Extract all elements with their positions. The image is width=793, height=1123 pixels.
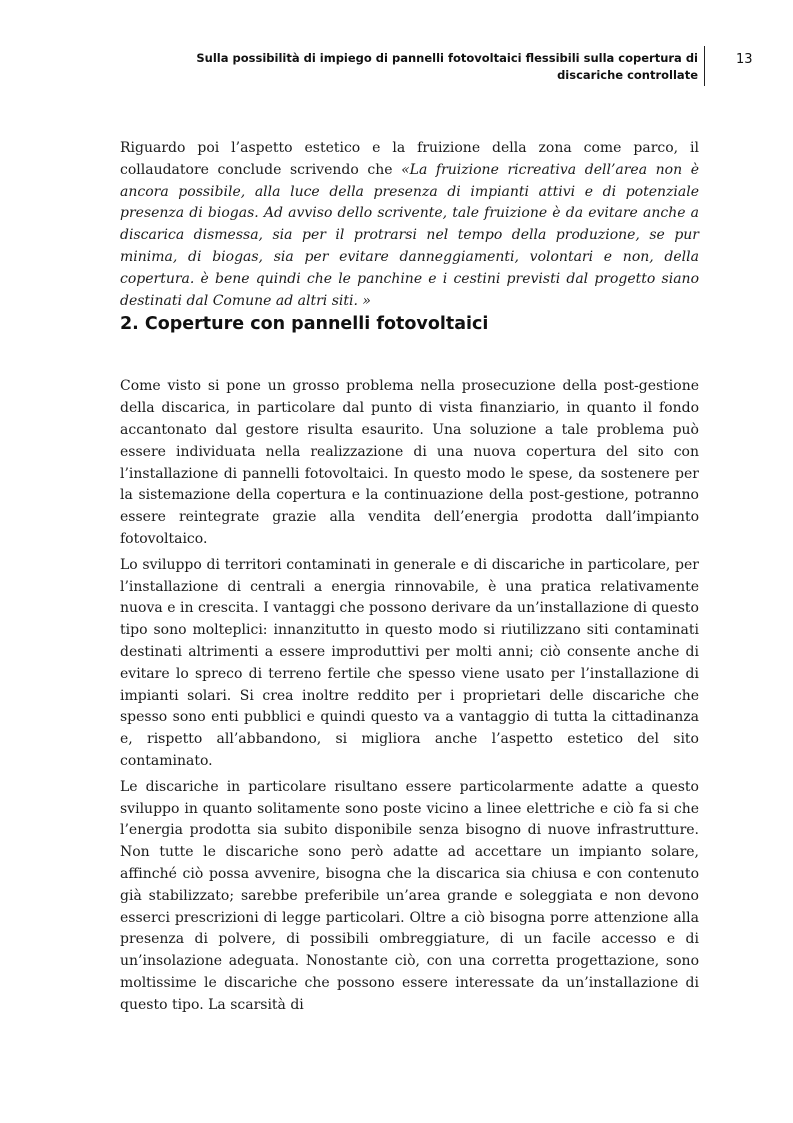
body-paragraph: Le discariche in particolare risultano essere particolarmente adatte a questo sviluppo in quanto solitamente sono poste vicino a linee elettriche e ciò fa si che l’energia prodotta sia subito disponibile senza bisogno di nuove infrastrutture. Non tutte le discariche sono però adatte ad accettare un impianto solare, affinché ciò possa avvenire, bisogna che la discarica sia chiusa e con contenuto già stabilizzato; sarebbe preferibile un’area grande e soleggiata e non devono esserci prescrizioni di legge particolari. Oltre a ciò bisogna porre attenzione alla presenza di polvere, di possibili ombreggiature, di un facile accesso e di un’insolazione adeguata. Nonostante ciò, con una corretta progettazione, sono moltissime le discariche che possono essere interessate da un’installazione di questo tipo. La scarsità di: [120, 778, 699, 1013]
intro-paragraph: [120, 138, 699, 312]
intro-quote: «La fruizione ricreativa dell’area non è ancora possibile, alla luce della presenza di impianti attivi e di potenziale presenza di biogas. Ad avviso dello scrivente, tale fruizione è da evitare anche a discarica dismessa, sia per il protrarsi nel tempo della produzione, se pur minima, di biogas, sia per evitare danneggiamenti, volontari e non, della copertura. è bene quindi che le panchine e i cestini previsti dal progetto siano destinati dal Comune ad altri siti. »: [120, 161, 699, 309]
page-number: 13: [736, 52, 753, 67]
body-paragraph: Come visto si pone un grosso problema nella prosecuzione della post-gestione della discarica, in particolare dal punto di vista finanziario, in quanto il fondo accantonato dal gestore risulta esaurito. Una soluzione a tale problema può essere individuata nella realizzazione di una nuova copertura del sito con l’installazione di pannelli fotovoltaici. In questo modo le spese, da sostenere per la sistemazione della copertura e la continuazione della post-gestione, potranno essere reintegrate grazie alla vendita dell’energia prodotta dall’impianto fotovoltaico.: [120, 378, 699, 547]
header-title-line-2: discariche controllate: [557, 68, 698, 82]
page-body: [120, 138, 699, 1020]
section-heading: 2. Coperture con pannelli fotovoltaici: [120, 314, 489, 335]
intro-lead-text: Riguardo poi l’aspetto estetico e la fruizione della zona come parco, il collaudatore conclude scrivendo che: [120, 140, 699, 178]
body-paragraph: Lo sviluppo di territori contaminati in generale e di discariche in particolare, per l’installazione di centrali a energia rinnovabile, è una pratica relativamente nuova e in crescita. I vantaggi che possono derivare da un’installazione di questo tipo sono molteplici: innanzitutto in questo modo si riutilizzano siti contaminati destinati altrimenti a essere improduttivi per molti anni; ciò consente anche di evitare lo spreco di terreno fertile che spesso viene usato per l’installazione di impianti solari. Si crea inoltre reddito per i proprietari delle discariche che spesso sono enti pubblici e quindi questo va a vantaggio di tutta la cittadinanza e, rispetto all’abbandono, si migliora anche l’aspetto estetico del sito contaminato.: [120, 556, 699, 769]
running-header: [150, 50, 698, 84]
header-divider: [704, 46, 705, 86]
header-title-line-1: Sulla possibilità di impiego di pannelli fotovoltaici flessibili sulla copertura di: [196, 51, 698, 65]
